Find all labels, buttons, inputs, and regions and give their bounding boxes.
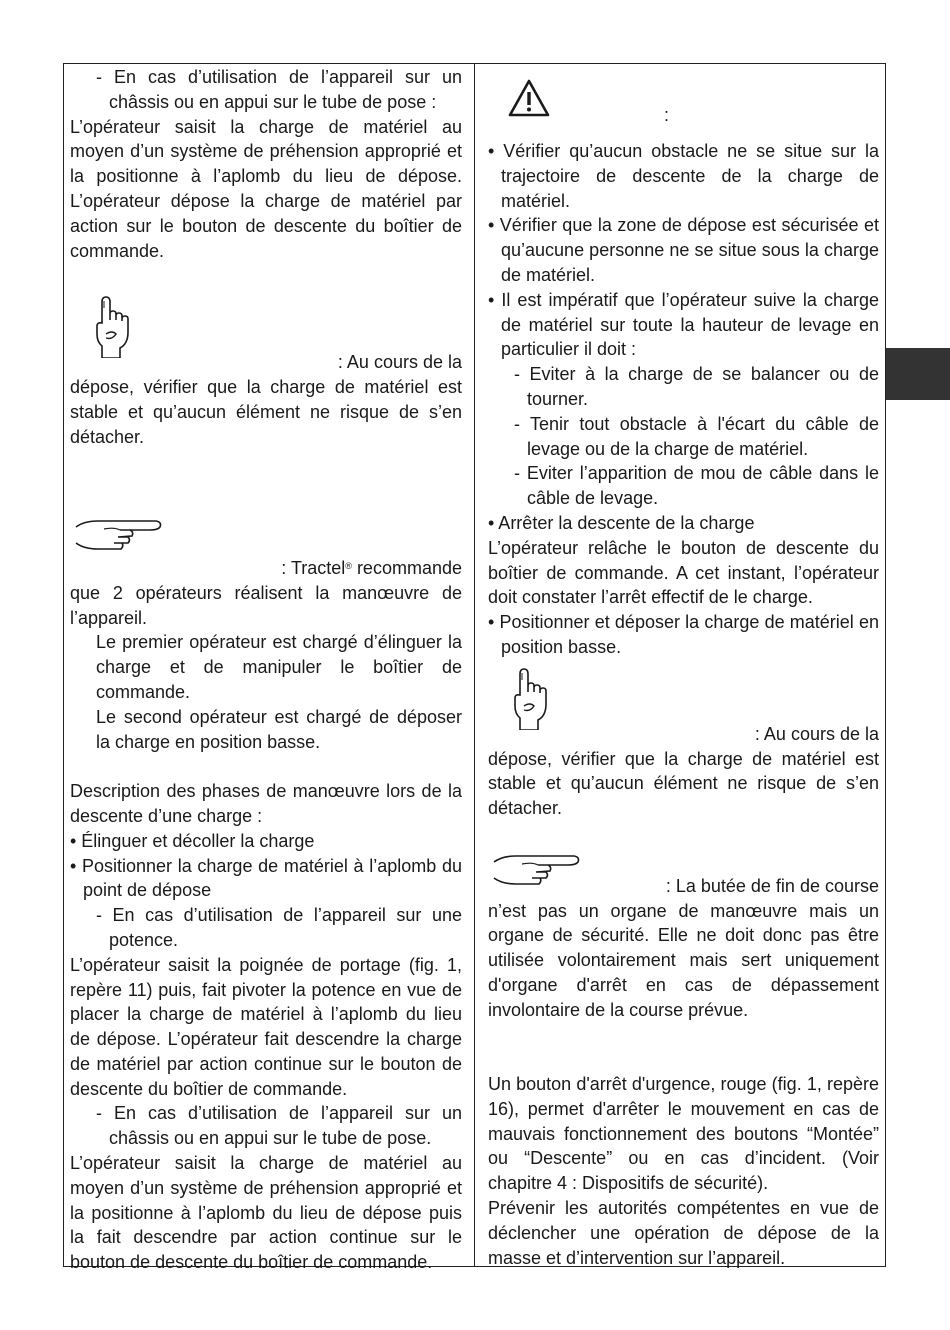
registered-mark: ® (345, 560, 352, 571)
chassis-case-item-2: - En cas d’utilisation de l’appareil sur un châssis ou en appui sur le tube de pose. (96, 1103, 462, 1149)
bullet-operator-follow: • Il est impératif que l’opérateur suive la charge de matériel sur toute la hauteur de levage en particulier il doit : (488, 289, 879, 360)
raised-finger-icon (94, 296, 130, 358)
operator1-text: Le premier opérateur est chargé d’élinguer la charge et de manipuler le boîtier de commande. (96, 632, 462, 702)
chassis-case-item: - En cas d’utilisation de l’appareil sur un châssis ou en appui sur le tube de pose : (96, 67, 462, 112)
note3-text: dépose, vérifier que la charge de matériel est stable et qu’aucun élément ne risque de s’en détacher. (488, 748, 879, 819)
note1-lead: : Au cours de la (337, 352, 462, 373)
limit-stop-icon-row (488, 846, 879, 891)
davit-case-text: L’opérateur saisit la poignée de portage (fig. 1, repère 11) puis, fait pivoter la potence en vue de placer la charge de matériel à l’aplomb du lieu de dépose. L’opérateur fait descendre la charge de matériel par action continue sur le bouton de descente du boîtier de commande. (70, 954, 462, 1099)
note2-lead-b: recommande (351, 557, 462, 578)
note4-text: n’est pas un organe de manœuvre mais un organe de sécurité. Elle ne doit donc pas être utilisée volontairement mais sert uniquement d'organe d'arrêt en cas de dépassement involontaire de la course prévue. (488, 900, 879, 1020)
note2-lead-a: : Tractel (281, 557, 346, 578)
davit-case-item: - En cas d’utilisation de l’appareil sur une potence. (96, 905, 462, 950)
warning-row (488, 65, 879, 139)
bullet-position-load: • Positionner la charge de matériel à l’aplomb du point de dépose (70, 855, 462, 901)
phases-description: Description des phases de manœuvre lors de la descente d’une charge : (70, 781, 462, 826)
sub-avoid-slack: - Eviter l’apparition de mou de câble dans le câble de levage. (514, 463, 879, 509)
operator2-text: Le second opérateur est chargé de déposer la charge en position basse. (96, 706, 462, 752)
sub-keep-obstacles: - Tenir tout obstacle à l'écart du câble de levage ou de la charge de matériel. (514, 413, 879, 459)
note2-text: que 2 opérateurs réalisent la manœuvre de l’appareil. (70, 582, 462, 628)
note3-lead: : Au cours de la (754, 723, 879, 744)
section-tab-marker (886, 348, 950, 400)
note-icon-row (70, 288, 462, 350)
note1-text: dépose, vérifier que la charge de matériel est stable et qu’aucun élément ne risque de s’en détacher. (70, 376, 462, 447)
chassis-case-text: L’opérateur saisit la charge de matériel au moyen d’un système de préhension approprié et la positionne à l’aplomb du lieu de dépose. L’opérateur dépose la charge de matériel par action sur le bouton de descente du boîtier de commande. (70, 116, 462, 261)
warning-triangle-icon (508, 79, 550, 117)
right-column (488, 65, 879, 1270)
bullet-sling-load: • Élinguer et décoller la charge (70, 830, 315, 851)
alert-authorities-text: Prévenir les autorités compétentes en vue de déclencher une opération de dépose de la masse et d’intervention sur l’appareil. (488, 1198, 879, 1268)
emergency-stop-text: Un bouton d'arrêt d'urgence, rouge (fig. 1, repère 16), permet d'arrêter le mouvement en cas de mauvais fonctionnement des boutons “Montée” ou “Descente” ou en cas d’incident. (Voir chapitre 4 : Dispositifs de sécurité). (488, 1074, 879, 1194)
recommend-icon-row (70, 511, 462, 556)
bullet-position-deposit: • Positionner et déposer la charge de matériel en position basse. (488, 612, 879, 657)
note4-lead: : La butée de fin de course (665, 875, 879, 896)
sub-avoid-swing: - Eviter à la charge de se balancer ou de tourner. (514, 364, 879, 409)
raised-finger-icon (512, 668, 548, 730)
warning-colon: : (664, 105, 670, 125)
column-divider (474, 63, 475, 1267)
pointing-hand-icon (74, 515, 164, 555)
bullet-check-zone: • Vérifier que la zone de dépose est sécurisée et qu’aucune personne ne se situe sous la charge de matériel. (488, 215, 879, 285)
bullet-stop-descent: • Arrêter la descente de la charge (488, 512, 755, 533)
left-column (70, 65, 462, 1275)
pointing-hand-icon (492, 850, 582, 890)
note-icon-row-2 (488, 660, 879, 722)
chassis-case-text-2: L’opérateur saisit la charge de matériel au moyen d’un système de préhension approprié et la positionne à l’aplomb du lieu de dépose puis la fait descendre par action continue sur le bouton de descente du boîtier de commande. (70, 1153, 462, 1273)
stop-descent-text: L’opérateur relâche le bouton de descente du boîtier de commande. A cet instant, l’opérateur doit constater l’arrêt effectif de le charge. (488, 537, 879, 608)
bullet-check-obstacle: • Vérifier qu’aucun obstacle ne se situe sur la trajectoire de descente de la charge de matériel. (488, 141, 879, 211)
